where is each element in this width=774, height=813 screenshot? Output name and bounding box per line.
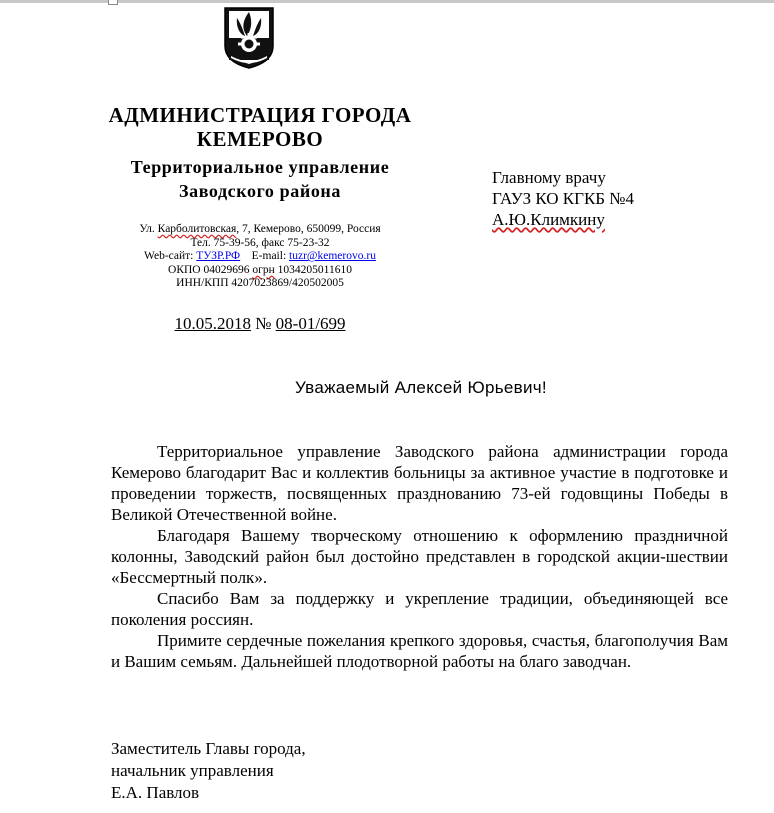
inn-line: ИНН/КПП 4207023869/420502005 [176, 277, 344, 290]
phone-line: Тел. 75-39-56, факс 75-23-32 [190, 236, 330, 249]
address-prefix: Ул. [139, 223, 158, 235]
addressee-position: Главному врачу [492, 168, 606, 187]
signer-position: Заместитель Главы города, [111, 739, 306, 758]
paragraph: Территориальное управление Заводского района администрации города Кемерово благодарит Вас и коллектив больницы за активное участие в подготовке и проведении торжеств, посвященных празднованию 73-ей годовщины Победы в Великой Отечественной войне. [111, 442, 728, 524]
number-sign: № [250, 314, 276, 333]
paragraph: Спасибо Вам за поддержку и укрепление традиции, объединяющей все поколения россиян. [111, 589, 728, 629]
paragraph: Благодаря Вашему творческому отношению к оформлению праздничной колонны, Заводский район был достойно представлен в городской акции-шествии «Бессмертный полк». [111, 526, 728, 587]
letter-date: 10.05.2018 [174, 314, 251, 333]
addressee-organization: ГАУЗ КО КГКБ №4 [492, 189, 635, 208]
address-line [110, 223, 410, 237]
address-rest: , 7, Кемерово, 650099, Россия [236, 223, 381, 235]
signer-name: Е.А. Павлов [111, 783, 200, 802]
email-label: E-mail: [251, 250, 290, 263]
organization-header [100, 103, 420, 203]
org-name-line2: КЕМЕРОВО [196, 127, 324, 151]
email-link[interactable]: tuzr@kemerovo.ru [289, 250, 376, 263]
greeting: Уважаемый Алексей Юрьевич! [295, 378, 547, 397]
margin-marker [108, 0, 118, 5]
paragraph: Примите сердечные пожелания крепкого здоровья, счастья, благополучия Вам и Вашим семьям. Дальнейшей плодотворной работы на благо заводчан. [111, 631, 728, 671]
addressee-block [492, 167, 634, 230]
registration-line [110, 314, 410, 334]
website-link[interactable]: ТУЗР.РФ [196, 250, 241, 263]
street-name: Карболитовская [157, 223, 237, 235]
letter-body [111, 441, 728, 672]
okpo-line [110, 264, 410, 278]
org-name-line1: АДМИНИСТРАЦИЯ ГОРОДА [108, 103, 412, 127]
signature-block [111, 738, 306, 804]
web-label: Web-сайт: [144, 250, 197, 263]
web-email-line [110, 250, 410, 264]
okpo-prefix: ОКПО 04029696 [168, 263, 253, 276]
org-department-line1: Территориальное управление [130, 157, 390, 177]
ogrn-word: огрн [252, 263, 275, 276]
contact-details [110, 223, 410, 291]
coat-of-arms-icon [223, 6, 275, 70]
letter-number: 08-01/699 [275, 314, 346, 333]
addressee-name: А.Ю.Климкину [492, 210, 605, 229]
org-department-line2: Заводского района [179, 181, 341, 201]
okpo-rest: 1034205011610 [274, 263, 352, 276]
signer-title: начальник управления [111, 761, 274, 780]
